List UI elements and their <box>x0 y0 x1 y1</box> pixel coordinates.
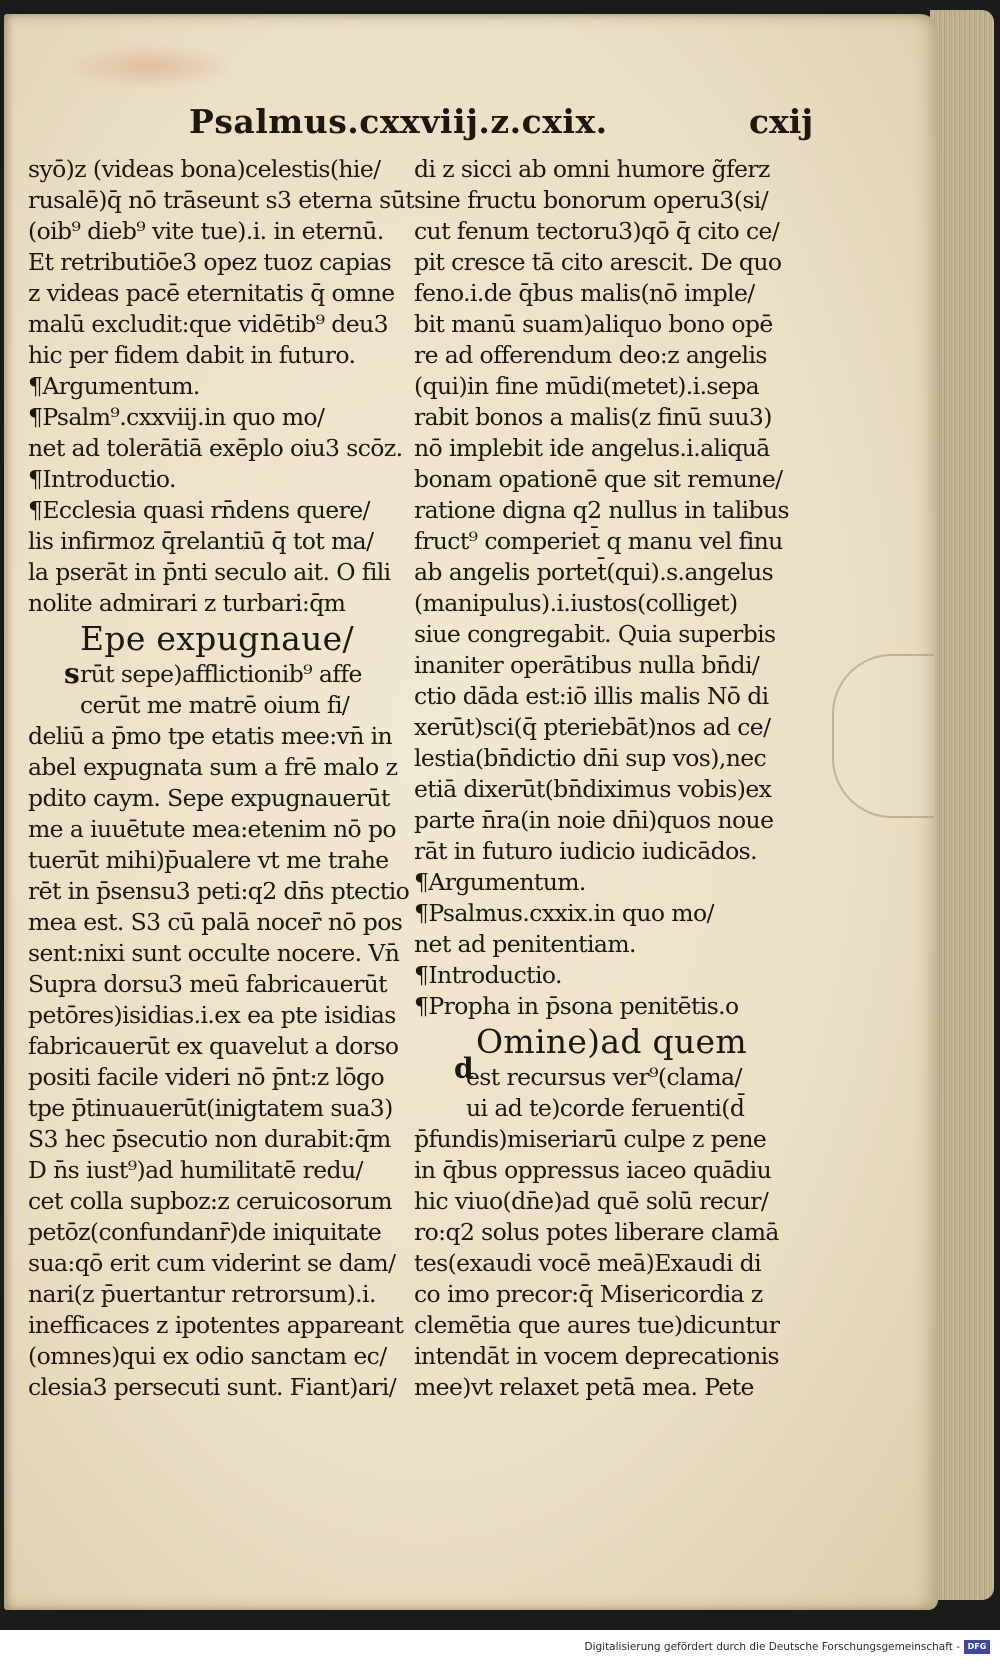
text-line: (omnes)qui ex odio sanctam ec/ <box>28 1342 387 1370</box>
text-line: clemētia que aures tue)dicuntur <box>414 1311 780 1339</box>
text-line: ¶Psalm⁹.cxxviij.in quo mo/ <box>28 403 325 431</box>
text-line: nolite admirari z turbari:q̄m <box>28 589 346 617</box>
text-line: hic per fidem dabit in futuro. <box>28 341 356 369</box>
text-line: cut fenum tectoru3)qō q̄ cito ce/ <box>414 217 780 245</box>
text-line: (qui)in fine mūdi(metet).i.sepa <box>414 372 760 400</box>
text-line: sua:qō erit cum viderint se dam/ <box>28 1249 396 1277</box>
text-line: Supra dorsu3 meū fabricauerūt <box>28 970 387 998</box>
text-line: rūt sepe)afflictionib⁹ affe <box>80 660 362 688</box>
text-line: tuerūt mihi)p̄ualere vt me trahe <box>28 846 389 874</box>
text-line: Et retributiōe3 opez tuoz capias <box>28 248 392 276</box>
text-line: ro:q2 solus potes liberare clamā <box>414 1218 779 1246</box>
clasp-imprint <box>832 654 934 818</box>
text-line: ¶Argumentum. <box>414 868 586 896</box>
text-line: net ad penitentiam. <box>414 930 636 958</box>
text-line: pit cresce tā cito arescit. De quo <box>414 248 782 276</box>
text-line: mee)vt relaxet petā mea. Pete <box>414 1373 754 1401</box>
text-line: p̄fundis)miseriarū culpe z pene <box>414 1125 767 1153</box>
text-line: ¶Argumentum. <box>28 372 200 400</box>
text-line: siue congregabit. Quia superbis <box>414 620 776 648</box>
text-line: nari(z p̄uertantur retrorsum).i. <box>28 1280 376 1308</box>
text-line: ctio dāda est:iō illis malis Nō di <box>414 682 769 710</box>
text-line: ratione digna q2 nullus in talibus <box>414 496 789 524</box>
text-line: petōz(confundanr̄)de iniquitate <box>28 1218 382 1246</box>
text-line: ¶Introductio. <box>414 961 562 989</box>
text-line: net ad tolerātiā exēplo oiu3 scōz. <box>28 434 403 462</box>
text-line: sine fructu bonorum operu3(si/ <box>414 186 769 214</box>
text-line: fruct⁹ comperiet̄ q manu vel finu <box>414 527 783 555</box>
text-line: ¶Introductio. <box>28 465 176 493</box>
text-line: ui ad te)corde feruenti(d̄ <box>466 1094 745 1122</box>
dfg-logo: DFG <box>964 1640 990 1654</box>
text-line: inaniter operātibus nulla bn̄di/ <box>414 651 760 679</box>
text-line: pdito caym. Sepe expugnauerūt <box>28 784 390 812</box>
text-line: (manipulus).i.iustos(colliget) <box>414 589 738 617</box>
text-line: rēt in p̄sensu3 peti:q2 dn̄s ptectio <box>28 877 410 905</box>
text-line: rabit bonos a malis(z finū suu3) <box>414 403 772 431</box>
digitization-footer <box>0 1630 1000 1670</box>
text-line: (oib⁹ dieb⁹ vite tue).i. in eternū. <box>28 217 384 245</box>
text-line: parte n̄ra(in noie dn̄i)quos noue <box>414 806 774 834</box>
text-line: tpe p̄tinuauerūt(inigtatem sua3) <box>28 1094 393 1122</box>
text-line: me a iuuētute mea:etenim nō po <box>28 815 396 843</box>
text-line: Epe expugnaue/ <box>80 619 354 658</box>
text-line: abel expugnata sum a frē malo z <box>28 753 398 781</box>
text-line: cet colla supboz:z ceruicosorum <box>28 1187 392 1215</box>
text-line: re ad offerendum deo:z angelis <box>414 341 767 369</box>
text-line: clesia3 persecuti sunt. Fiant)ari/ <box>28 1373 397 1401</box>
text-line: lis infirmoz q̄relantiū q̄ tot ma/ <box>28 527 374 555</box>
text-line: deliū a p̄mo tpe etatis mee:vn̄ in <box>28 722 393 750</box>
right-text-column <box>414 154 834 1403</box>
text-line: ¶Propha in p̄sona penitētis.o <box>414 992 739 1020</box>
funding-credit: Digitalisierung gefördert durch die Deutsche Forschungsgemeinschaft - <box>584 1641 960 1653</box>
text-line: la pserāt in p̄nti seculo ait. O fili <box>28 558 391 586</box>
text-line: feno.i.de q̄bus malis(nō imple/ <box>414 279 755 307</box>
parchment-page <box>4 14 938 1610</box>
text-line: bit manū suam)aliquo bono opē <box>414 310 773 338</box>
text-line: fabricauerūt ex quavelut a dorso <box>28 1032 399 1060</box>
text-line: D n̄s iust⁹)ad humilitatē redu/ <box>28 1156 363 1184</box>
initial-letter-right: d <box>454 1052 474 1085</box>
text-line: di z sicci ab omni humore g̃ferz <box>414 155 770 183</box>
text-line: ab angelis portet̄(qui).s.angelus <box>414 558 774 586</box>
text-line: mea est. S3 cū palā nocer̄ nō pos <box>28 908 403 936</box>
text-line: rāt in futuro iudicio iudicādos. <box>414 837 757 865</box>
text-line: ¶Ecclesia quasi rn̄dens quere/ <box>28 496 370 524</box>
text-line: z videas pacē eternitatis q̄ omne <box>28 279 395 307</box>
running-head-title: Psalmus.cxxviij.z.cxix. <box>189 102 608 141</box>
text-line: nō implebit ide angelus.i.aliquā <box>414 434 770 462</box>
text-line: S3 hec p̄secutio non durabit:q̄m <box>28 1125 391 1153</box>
ink-stain <box>64 44 234 89</box>
text-line: rusalē)q̄ nō trāseunt s3 eterna sūt <box>28 186 414 214</box>
text-line: intendāt in vocem deprecationis <box>414 1342 779 1370</box>
text-line: bonam opationē que sit remune/ <box>414 465 783 493</box>
text-line: cerūt me matrē oium fi/ <box>80 691 350 719</box>
text-line: malū excludit:que vidētib⁹ deu3 <box>28 310 388 338</box>
text-line: positi facile videri nō p̄nt:z lōgo <box>28 1063 385 1091</box>
folio-number: cxij <box>749 102 814 141</box>
left-text-column <box>28 154 418 1403</box>
text-line: sent:nixi sunt occulte nocere. Vn̄ <box>28 939 400 967</box>
text-line: syō)z (videas bona)celestis(hie/ <box>28 155 381 183</box>
text-line: tes(exaudi vocē meā)Exaudi di <box>414 1249 761 1277</box>
text-line: Omine)ad quem <box>476 1022 747 1061</box>
text-line: ¶Psalmus.cxxix.in quo mo/ <box>414 899 714 927</box>
text-line: etiā dixerūt(bn̄diximus vobis)ex <box>414 775 772 803</box>
initial-letter-left: s <box>64 657 80 690</box>
text-line: petōres)isidias.i.ex ea pte isidias <box>28 1001 396 1029</box>
text-line: co imo precor:q̄ Misericordia z <box>414 1280 763 1308</box>
text-line: xerūt)sci(q̄ pteriebāt)nos ad ce/ <box>414 713 771 741</box>
text-line: in q̄bus oppressus iaceo quādiu <box>414 1156 772 1184</box>
text-line: hic viuo(dn̄e)ad quē solū recur/ <box>414 1187 769 1215</box>
text-line: est recursus ver⁹(clama/ <box>466 1063 742 1091</box>
book-page-edges <box>930 10 994 1600</box>
text-line: lestia(bn̄dictio dn̄i sup vos),nec <box>414 744 767 772</box>
text-line: inefficaces z ipotentes appareant <box>28 1311 404 1339</box>
